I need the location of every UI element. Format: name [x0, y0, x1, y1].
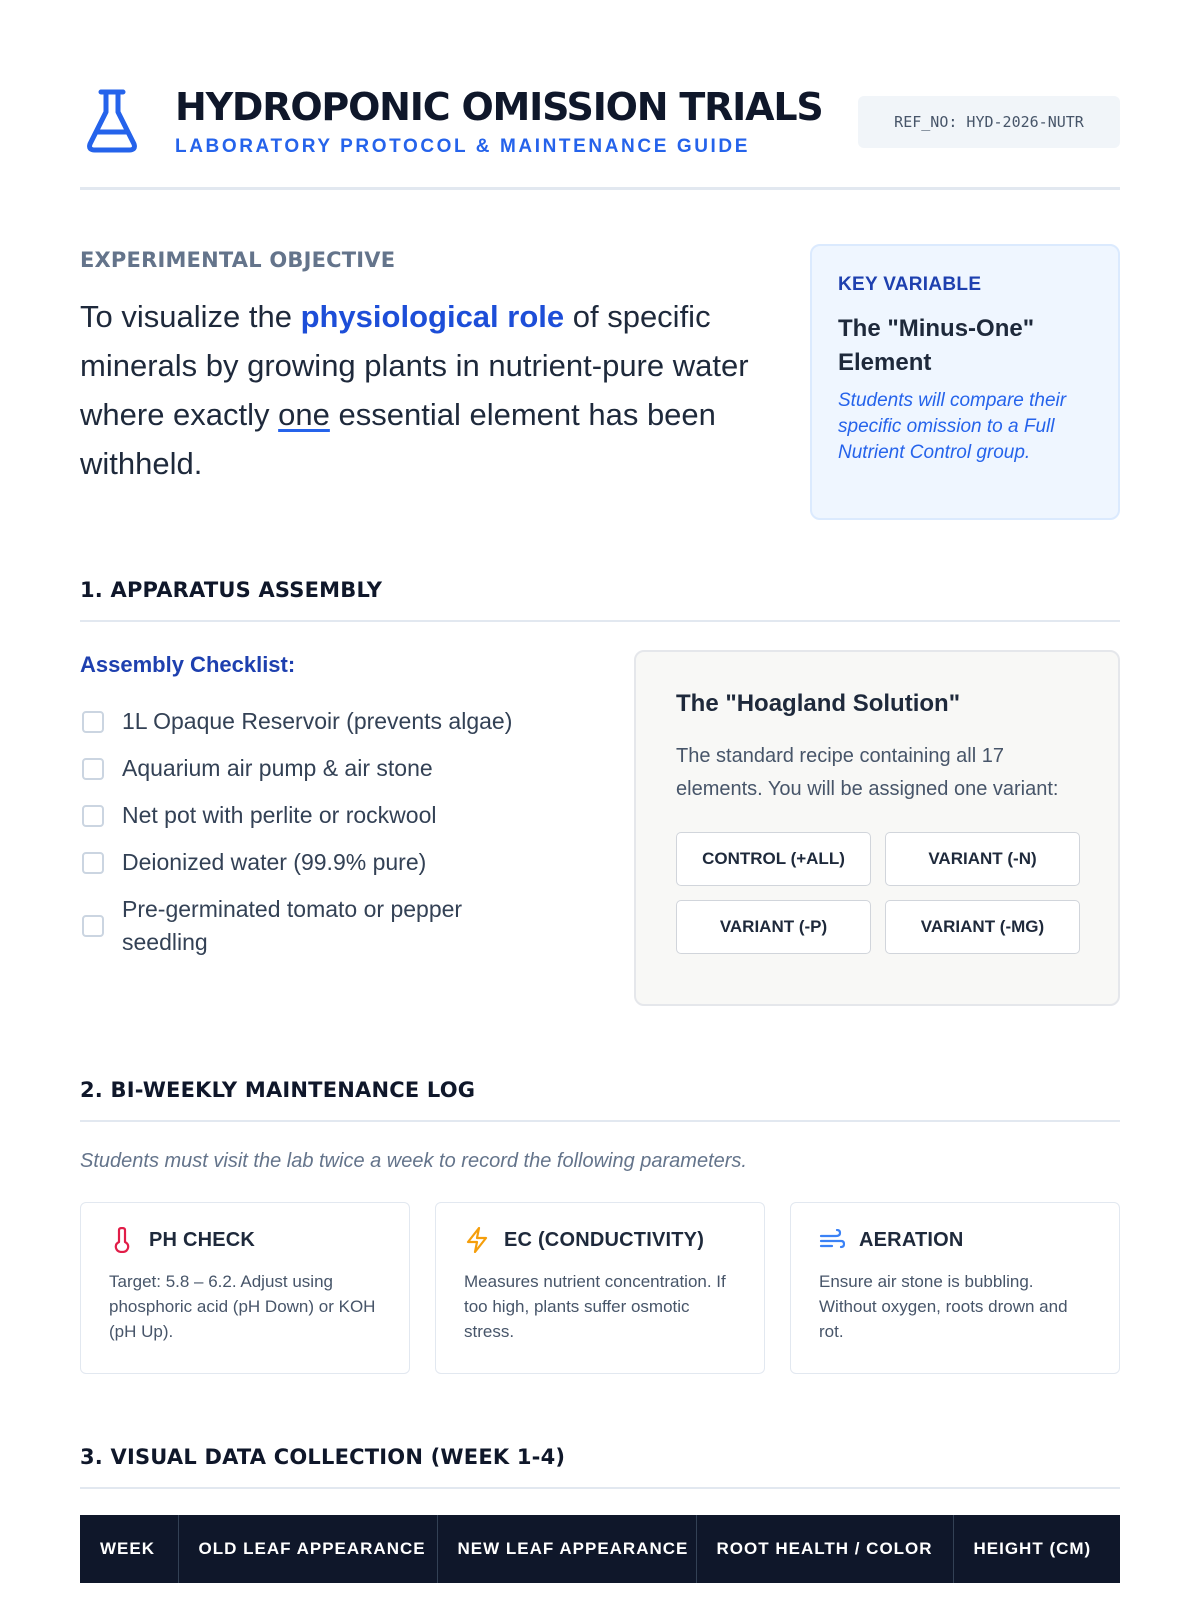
maintenance-cards: [80, 1202, 1120, 1374]
hoagland-title: The "Hoagland Solution": [676, 690, 961, 717]
section-heading-data: 3. VISUAL DATA COLLECTION (WEEK 1-4): [80, 1445, 1120, 1489]
objective-underline: one: [278, 397, 330, 432]
checkbox[interactable]: [82, 805, 104, 827]
page-title: HYDROPONIC OMISSION TRIALS: [175, 85, 823, 129]
wind-icon: [819, 1227, 845, 1253]
checklist-item: Pre-germinated tomato or pepper seedling: [80, 893, 540, 959]
thermometer-icon: [109, 1227, 135, 1253]
key-variable-label: KEY VARIABLE: [838, 274, 982, 295]
card-title: EC (CONDUCTIVITY): [504, 1228, 705, 1251]
objective-label: EXPERIMENTAL OBJECTIVE: [80, 248, 396, 272]
table-header-cell: OLD LEAF APPEARANCE: [178, 1515, 437, 1583]
objective-highlight: physiological role: [300, 299, 565, 334]
card-text: Target: 5.8 – 6.2. Adjust using phosphoric acid (pH Down) or KOH (pH Up).: [109, 1272, 376, 1341]
card-text: Ensure air stone is bubbling. Without oxygen, roots drown and rot.: [819, 1272, 1068, 1341]
table-header-cell: HEIGHT (CM): [953, 1515, 1120, 1583]
table-header-row: [80, 1515, 1120, 1583]
data-table: [80, 1515, 1120, 1583]
lightning-icon: [464, 1227, 490, 1253]
checkbox[interactable]: [82, 758, 104, 780]
checkbox[interactable]: [82, 711, 104, 733]
variant-p-button[interactable]: VARIANT (-P): [676, 900, 871, 954]
variant-control-button[interactable]: CONTROL (+ALL): [676, 832, 871, 886]
assembly-checklist: [80, 705, 540, 973]
checkbox[interactable]: [82, 915, 104, 937]
hoagland-solution-box: [634, 650, 1120, 1006]
hoagland-description: The standard recipe containing all 17 elements. You will be assigned one variant:: [676, 745, 1059, 800]
checkbox[interactable]: [82, 852, 104, 874]
table-header-cell: ROOT HEALTH / COLOR: [696, 1515, 953, 1583]
variant-grid: [676, 832, 1078, 954]
checklist-title: Assembly Checklist:: [80, 652, 296, 677]
ph-check-card: [80, 1202, 410, 1374]
key-variable-title: The "Minus-One" Element: [838, 315, 1035, 376]
checklist-item: Net pot with perlite or rockwool: [80, 799, 540, 832]
key-variable-description: Students will compare their specific omission to a Full Nutrient Control group.: [838, 390, 1067, 463]
card-text: Measures nutrient concentration. If too high, plants suffer osmotic stress.: [464, 1272, 726, 1341]
objective-text: To visualize the physiological role of specific minerals by growing plants in nutrient-pure water where exactly one essential element has been withheld.: [80, 299, 749, 481]
section-heading-apparatus: 1. APPARATUS ASSEMBLY: [80, 578, 1120, 622]
card-title: AERATION: [859, 1228, 964, 1251]
table-header-cell: WEEK: [80, 1515, 178, 1583]
checklist-item: Aquarium air pump & air stone: [80, 752, 540, 785]
checklist-item: Deionized water (99.9% pure): [80, 846, 540, 879]
card-title: PH CHECK: [149, 1228, 256, 1251]
reference-number: REF_NO: HYD-2026-NUTR: [858, 96, 1120, 148]
ec-card: [435, 1202, 765, 1374]
key-variable-box: [810, 244, 1120, 520]
variant-mg-button[interactable]: VARIANT (-MG): [885, 900, 1080, 954]
aeration-card: [790, 1202, 1120, 1374]
page-subtitle: LABORATORY PROTOCOL & MAINTENANCE GUIDE: [175, 136, 751, 157]
variant-n-button[interactable]: VARIANT (-N): [885, 832, 1080, 886]
maintenance-note: Students must visit the lab twice a week to record the following parameters.: [80, 1150, 747, 1172]
checklist-item: 1L Opaque Reservoir (prevents algae): [80, 705, 540, 738]
section-heading-maintenance: 2. BI-WEEKLY MAINTENANCE LOG: [80, 1078, 1120, 1122]
page: [80, 0, 1120, 1600]
page-header: [80, 84, 1120, 190]
table-header-cell: NEW LEAF APPEARANCE: [437, 1515, 696, 1583]
flask-icon: [86, 88, 138, 154]
